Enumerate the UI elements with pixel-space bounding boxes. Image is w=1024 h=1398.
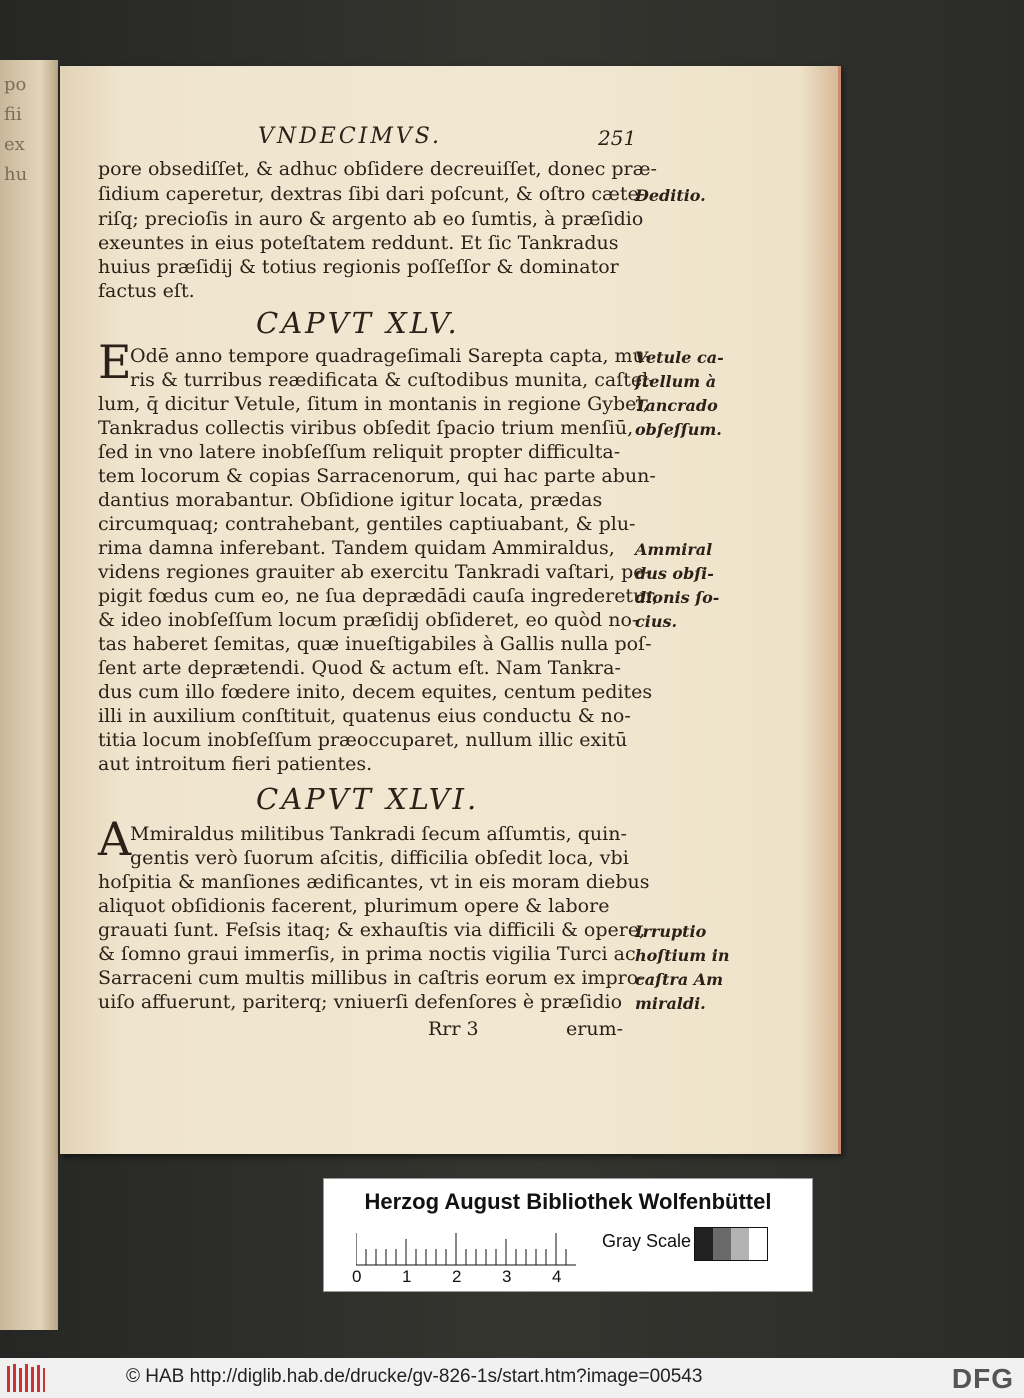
marginal-note: miraldi. <box>635 994 706 1013</box>
chapter-heading: CAPVT XLVI. <box>256 782 480 816</box>
drop-initial: A <box>98 812 132 866</box>
text-line: tem locorum & copias Sarracenorum, qui hac parte abun- <box>98 465 656 487</box>
text-line: dus cum illo fœdere inito, decem equites, centum pedites <box>98 681 653 703</box>
hab-logo-icon <box>6 1362 46 1394</box>
marginal-note: hoſtium in <box>635 946 730 965</box>
dfg-logo: DFG <box>951 1363 1014 1394</box>
footer-bar <box>0 1358 1024 1398</box>
page-number: 251 <box>598 126 637 150</box>
gray-scale-label: Gray Scale <box>602 1231 692 1251</box>
catchword: erum- <box>566 1018 623 1040</box>
marginal-note: Deditio. <box>635 186 706 205</box>
text-line: & ſomno graui immerſis, in prima noctis vigilia Turci ac <box>98 943 636 965</box>
marginal-note: cius. <box>635 612 678 631</box>
footer-copyright-link[interactable]: © HAB http://diglib.hab.de/drucke/gv-826-1s/start.htm?image=00543 <box>126 1366 703 1387</box>
text-line: riſq; precioſis in auro & argento ab eo ſumtis, à præſidio <box>98 208 644 230</box>
marginal-note: Irruptio <box>635 922 707 941</box>
text-line: illi in auxilium conſtituit, quatenus eius conductu & no- <box>98 705 631 727</box>
marginal-note: Vetule ca- <box>635 348 724 367</box>
text-line: rima damna inferebant. Tandem quidam Ammiraldus, <box>98 537 615 559</box>
text-line: circumquaq; contrahebant, gentiles captiuabant, & plu- <box>98 513 636 535</box>
text-line: ris & turribus reædificata & cuſtodibus munita, caſtel- <box>130 369 655 391</box>
text-line: ſed in vno latere inobſeſſum reliquit propter difficulta- <box>98 441 621 463</box>
text-line: hoſpitia & manſiones ædificantes, vt in eis moram diebus <box>98 871 650 893</box>
scale-number: 1 <box>402 1267 412 1286</box>
marginal-note: dus obſi- <box>635 564 714 583</box>
text-line: factus eſt. <box>98 280 195 302</box>
previous-page-edge: po fii ex hu <box>0 60 58 1330</box>
chapter-heading: CAPVT XLV. <box>256 306 460 340</box>
marginal-note: ſtellum à <box>635 372 717 391</box>
scale-number: 0 <box>352 1267 362 1286</box>
text-line: gentis verò ſuorum aſcitis, difficilia obſedit loca, vbi <box>130 847 629 869</box>
library-name: Herzog August Bibliothek Wolfenbüttel <box>364 1189 772 1214</box>
text-line: grauati ſunt. Feſsis itaq; & exhauſtis via difficili & opere, <box>98 919 646 941</box>
text-line: aut introitum fieri patientes. <box>98 753 373 775</box>
drop-initial: E <box>98 335 132 389</box>
text-line: Sarraceni cum multis millibus in caſtris eorum ex impro- <box>98 967 645 989</box>
text-line: Tankradus collectis viribus obſedit ſpacio trium menſiū, <box>98 417 634 439</box>
text-line: huius præſidij & totius regionis poſſeſſor & dominator <box>98 256 619 278</box>
text-line: dantius morabantur. Obſidione igitur locata, prædas <box>98 489 603 511</box>
text-line: pore obsediſſet, & adhuc obſidere decreuiſſet, donec præ- <box>98 158 657 180</box>
text-line: Odē anno tempore quadrageſimali Sarepta capta, mu- <box>130 345 652 367</box>
text-line: ſidium caperetur, dextras ſibi dari poſcunt, & oſtro cæte- <box>98 183 646 205</box>
ruler-scale <box>356 1231 576 1267</box>
gray-scale-swatch <box>694 1227 768 1261</box>
text-line: uiſo affuerunt, pariterq; vniuerſi defenſores è præſidio <box>98 991 623 1013</box>
scale-number: 2 <box>452 1267 462 1286</box>
running-head: VNDECIMVS. <box>258 124 443 149</box>
text-line: pigit fœdus cum eo, ne ſua deprædādi cauſa ingrederetur, <box>98 585 659 607</box>
text-line: videns regiones grauiter ab exercitu Tankradi vaſtari, pe- <box>98 561 651 583</box>
text-line: ſent arte deprætendi. Quod & actum eſt. Nam Tankra- <box>98 657 621 679</box>
marginal-note: Ammiral <box>635 540 713 559</box>
text-line: & ideo inobſeſſum locum præſidij obſideret, eo quòd no- <box>98 609 639 631</box>
marginal-note: Tancrado <box>635 396 718 415</box>
color-target-card <box>323 1178 813 1292</box>
marginal-note: dionis ſo- <box>635 588 720 607</box>
marginal-note: caſtra Am <box>635 970 724 989</box>
text-line: titia locum inobſeſſum præoccuparet, nullum illic exitū <box>98 729 628 751</box>
text-line: aliquot obſidionis facerent, plurimum opere & labore <box>98 895 610 917</box>
text-line: lum, q̄ dicitur Vetule, ſitum in montanis in regione Gybel, <box>98 393 649 415</box>
text-line: exeuntes in eius poteſtatem reddunt. Et ſic Tankradus <box>98 232 619 254</box>
text-line: tas haberet ſemitas, quæ inueſtigabiles à Gallis nulla poſ- <box>98 633 652 655</box>
marginal-note: obſeſſum. <box>635 420 722 439</box>
signature-mark: Rrr 3 <box>428 1018 479 1040</box>
scale-number: 4 <box>552 1267 562 1286</box>
scale-number: 3 <box>502 1267 512 1286</box>
text-line: Mmiraldus militibus Tankradi ſecum aſſumtis, quin- <box>130 823 627 845</box>
